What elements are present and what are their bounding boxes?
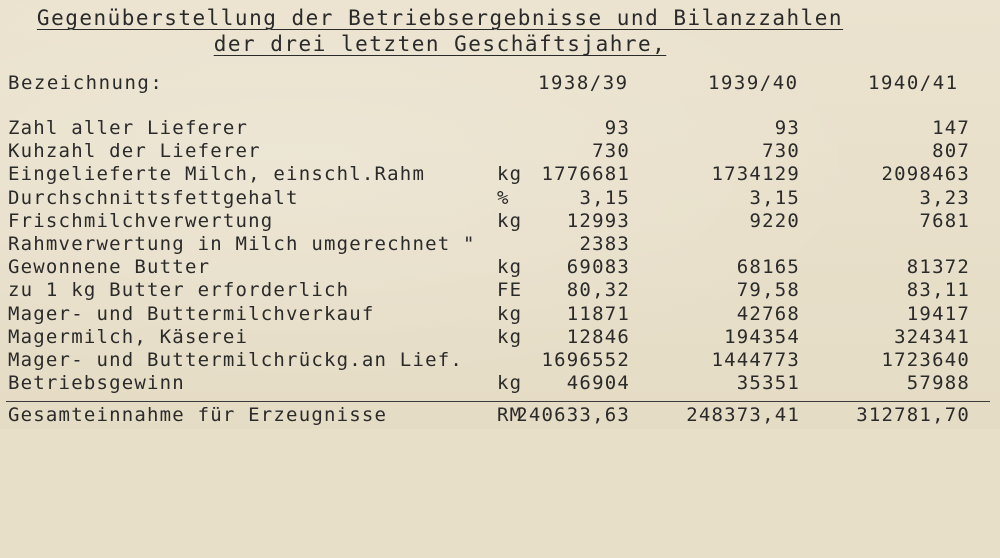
row-value-1939: 730 xyxy=(762,140,800,162)
row-value-1939: 42768 xyxy=(736,303,800,325)
row-value-1938: 3,15 xyxy=(579,187,630,209)
row-value-1940: 19417 xyxy=(906,303,970,325)
row-value-1939: 68165 xyxy=(736,256,800,278)
table-row xyxy=(0,303,1000,326)
row-label: Zahl aller Lieferer xyxy=(8,117,249,139)
row-value-1940: 1723640 xyxy=(881,349,970,371)
row-value-1938: 12846 xyxy=(566,326,630,348)
total-separator-line xyxy=(6,401,990,402)
row-unit: kg xyxy=(497,326,523,348)
table-row xyxy=(0,233,1000,256)
row-label: Rahmverwertung in Milch umgerechnet " xyxy=(8,233,476,255)
table-row xyxy=(0,187,1000,210)
table-row xyxy=(0,163,1000,186)
row-value-1939: 194354 xyxy=(724,326,800,348)
row-value-1940: 807 xyxy=(932,140,970,162)
row-value-1938: 80,32 xyxy=(566,279,630,301)
row-unit: kg xyxy=(497,256,523,278)
row-value-1939: 1444773 xyxy=(711,349,800,371)
row-value-1939: 93 xyxy=(774,117,800,139)
column-header-year-3: 1940/41 xyxy=(868,72,959,94)
column-header-year-1: 1938/39 xyxy=(538,72,629,94)
row-unit: % xyxy=(497,187,510,209)
row-label: Durchschnittsfettgehalt xyxy=(8,187,299,209)
row-label: Eingelieferte Milch, einschl.Rahm xyxy=(8,163,426,185)
row-value-1938: 1696552 xyxy=(541,349,630,371)
row-value-1939: 3,15 xyxy=(749,187,800,209)
document-subtitle: der drei letzten Geschäftsjahre, xyxy=(213,32,667,56)
row-value-1939: 1734129 xyxy=(711,163,800,185)
total-value-1938: 240633,63 xyxy=(516,404,630,426)
row-label: Frischmilchverwertung xyxy=(8,210,274,232)
row-value-1939: 79,58 xyxy=(736,279,800,301)
row-value-1940: 324341 xyxy=(894,326,970,348)
row-value-1940: 57988 xyxy=(906,372,970,394)
column-header-year-2: 1939/40 xyxy=(708,72,799,94)
row-label: Kuhzahl der Lieferer xyxy=(8,140,261,162)
row-label: Mager- und Buttermilchverkauf xyxy=(8,303,375,325)
total-row xyxy=(0,404,1000,427)
row-value-1938: 12993 xyxy=(566,210,630,232)
row-value-1938: 2383 xyxy=(579,233,630,255)
row-value-1938: 69083 xyxy=(566,256,630,278)
table-row xyxy=(0,349,1000,372)
row-unit: FE xyxy=(497,279,523,301)
row-value-1940: 7681 xyxy=(919,210,970,232)
row-value-1938: 46904 xyxy=(566,372,630,394)
row-value-1938: 730 xyxy=(592,140,630,162)
row-unit: kg xyxy=(497,372,523,394)
total-unit: RM xyxy=(497,404,523,426)
row-value-1940: 3,23 xyxy=(919,187,970,209)
row-unit: kg xyxy=(497,303,523,325)
row-label: zu 1 kg Butter erforderlich xyxy=(8,279,350,301)
row-label: Magermilch, Käserei xyxy=(8,326,249,348)
row-value-1939: 35351 xyxy=(736,372,800,394)
row-value-1938: 1776681 xyxy=(541,163,630,185)
row-value-1940: 83,11 xyxy=(906,279,970,301)
table-row xyxy=(0,140,1000,163)
row-unit: kg xyxy=(497,210,523,232)
table-row xyxy=(0,117,1000,140)
row-value-1938: 93 xyxy=(604,117,630,139)
total-value-1940: 312781,70 xyxy=(856,404,970,426)
row-label: Gewonnene Butter xyxy=(8,256,211,278)
row-value-1939: 9220 xyxy=(749,210,800,232)
table-row xyxy=(0,279,1000,302)
table-row xyxy=(0,326,1000,349)
row-label: Mager- und Buttermilchrückg.an Lief. xyxy=(8,349,464,371)
row-label: Betriebsgewinn xyxy=(8,372,185,394)
row-value-1940: 81372 xyxy=(906,256,970,278)
column-header-label: Bezeichnung: xyxy=(8,72,164,94)
document-title: Gegenüberstellung der Betriebsergebnisse und Bilanzzahlen xyxy=(36,6,844,30)
table-row xyxy=(0,256,1000,279)
row-unit: kg xyxy=(497,163,523,185)
total-value-1939: 248373,41 xyxy=(686,404,800,426)
table-row xyxy=(0,372,1000,395)
row-value-1940: 147 xyxy=(932,117,970,139)
total-label: Gesamteinnahme für Erzeugnisse xyxy=(8,404,388,426)
row-value-1940: 2098463 xyxy=(881,163,970,185)
table-row xyxy=(0,210,1000,233)
row-value-1938: 11871 xyxy=(566,303,630,325)
